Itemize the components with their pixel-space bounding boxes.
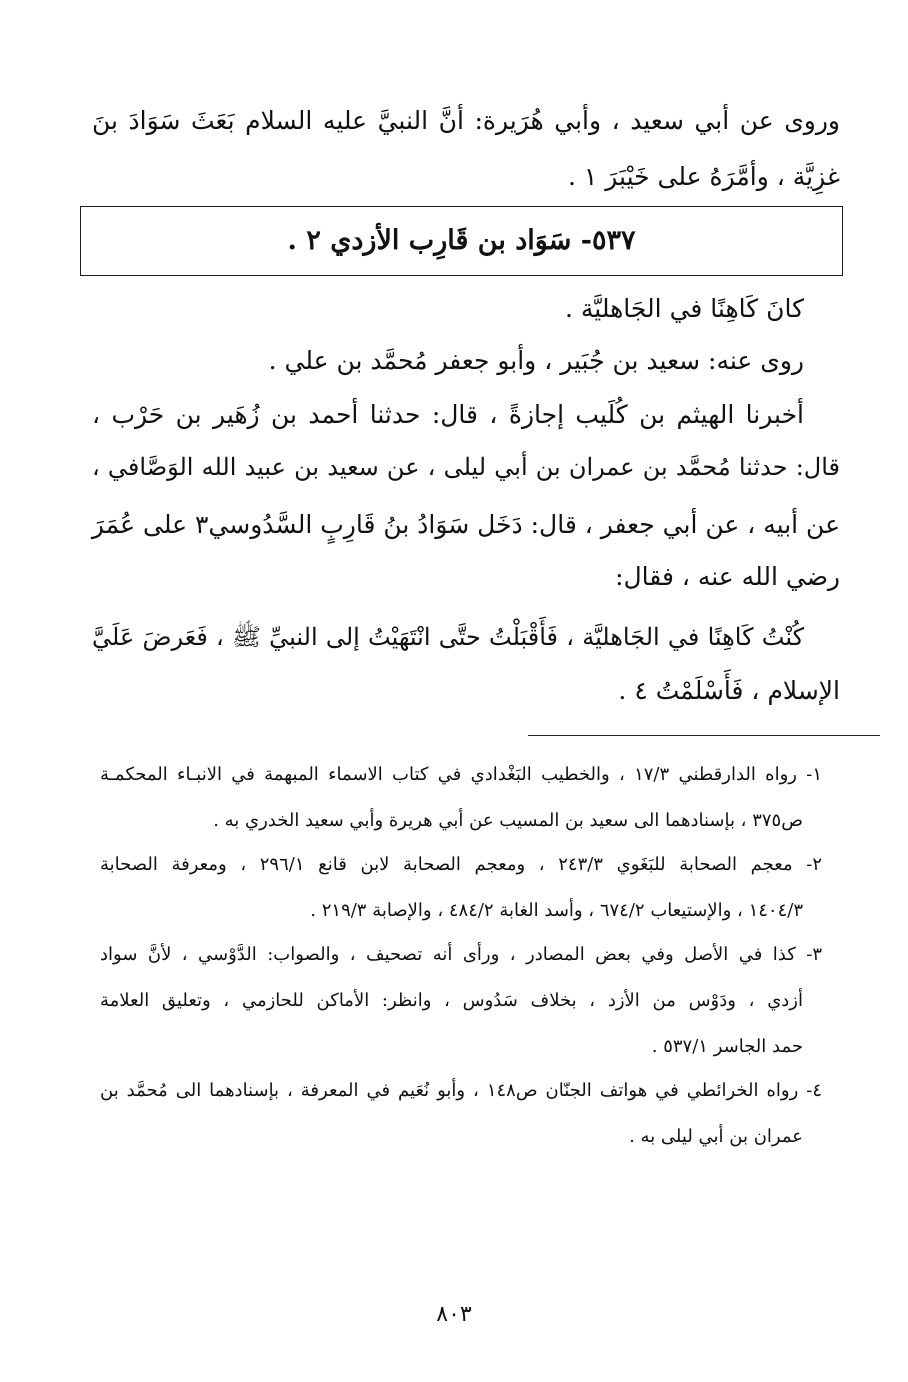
body-line-2: روى عنه: سعيد بن جُبَير ، وأبو جعفر مُحمَّد بن علي . (268, 346, 804, 375)
footnote-2-line-2: ١٤٠٤/٣ ، والإستيعاب ٦٧٤/٢ ، وأسد الغابة ٤٨٤/٢ ، والإصابة ٢١٩/٣ . (310, 900, 803, 921)
footnote-1-line-1: ١- رواه الدارقطني ١٧/٣ ، والخطيب البَغْدادي في كتاب الاسماء المبهمة في الانبـاء المحكمـة (100, 764, 822, 785)
footnote-4-line-2: عمران بن أبي ليلى به . (629, 1126, 803, 1147)
body-line-4: قال: حدثنا مُحمَّد بن عمران بن أبي ليلى ، عن سعيد بن عبيد الله الوَصَّافي ، (92, 453, 840, 481)
footnote-3-line-3: حمد الجاسر ٥٣٧/١ . (651, 1036, 803, 1057)
entry-heading: ٥٣٧- سَوَاد بن قَارِب الأزدي ٢ . (287, 225, 636, 256)
footnote-4-line-1: ٤- رواه الخرائطي في هواتف الجنّان ص١٤٨ ، وأبو نُعَيم في المعرفة ، بإسنادهما الى مُحمَّد بن (100, 1080, 822, 1101)
body-line-3: أخبرنا الهيثم بن كُلَيب إجازةً ، قال: حدثنا أحمد بن زُهَير بن حَرْب ، (92, 400, 804, 429)
footnote-1-line-2: ص٣٧٥ ، بإسنادهما الى سعيد بن المسيب عن أبي هريرة وأبي سعيد الخدري به . (213, 810, 803, 831)
page-number: ٨٠٣ (436, 1302, 472, 1327)
body-line-8: الإسلام ، فَأَسْلَمْتُ ٤ . (618, 676, 840, 705)
body-line-1: كانَ كَاهِنًا في الجَاهليَّة . (565, 294, 804, 323)
body-line-6: رضي الله عنه ، فقال: (615, 562, 840, 591)
body-line-7: كُنْتُ كَاهِنًا في الجَاهليَّة ، فَأَقْبَلْتُ حتَّى انْتَهَيْتُ إلى النبيِّ ﷺ ، فَعَرضَ عَلَيَّ (92, 623, 804, 651)
footnote-separator (528, 735, 880, 736)
footnote-2-line-1: ٢- معجم الصحابة للبَغَوي ٢٤٣/٣ ، ومعجم الصحابة لابن قانع ٢٩٦/١ ، ومعرفة الصحابة (100, 854, 822, 875)
intro-line-2: غزِيَّة ، وأمَّرَهُ على خَيْبَرَ ١ . (567, 162, 840, 191)
footnote-3-line-1: ٣- كذا في الأصل وفي بعض المصادر ، ورأى أنه تصحيف ، والصواب: الدَّوْسي ، لأنَّ سواد (100, 944, 822, 965)
footnote-3-line-2: أزدي ، ودَوْس من الأزد ، بخلاف سَدُوس ، وانظر: الأماكن للحازمي ، وتعليق العلامة (100, 990, 803, 1011)
body-line-5: عن أبيه ، عن أبي جعفر ، قال: دَخَل سَوَادُ بنُ قَارِبٍ السَّدُوسي٣ على عُمَرَ (91, 510, 840, 539)
intro-line-1: وروى عن أبي سعيد ، وأبي هُرَيرة: أنَّ النبيَّ عليه السلام بَعَثَ سَوَادَ بنَ (92, 106, 840, 135)
entry-heading-box (80, 206, 843, 276)
